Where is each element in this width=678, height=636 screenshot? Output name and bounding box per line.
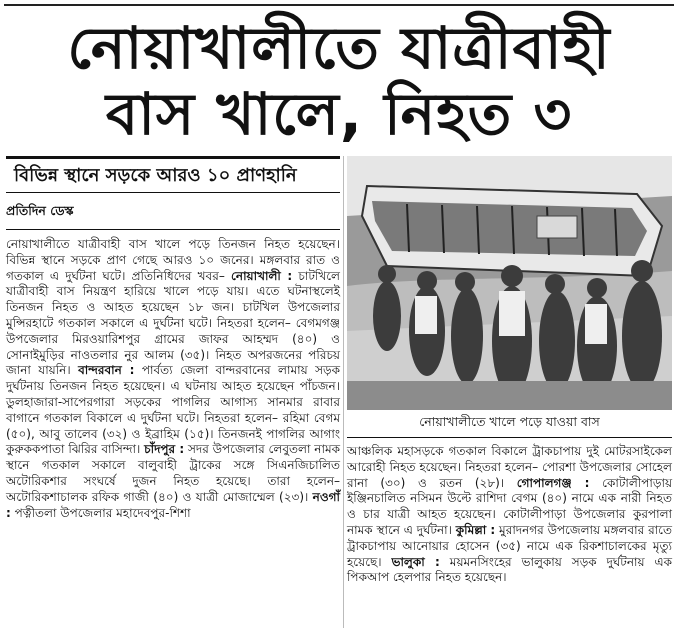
headline-line-1: নোয়াখালীতে যাত্রীবাহী — [67, 14, 611, 82]
body-text: সদর উপজেলার লেবুতলা নামক স্থানে গতকাল সকালে বালুবাহী ট্রাকের সঙ্গে সিএনজিচালিত অটোরিকশার সংঘর্ষে দুজন নিহত হয়েছে। তারা হলেন– অটোরিকশাচালক রফিক গাজী (৪০) ও যাত্রী মোজাম্মেল (২৩)। — [6, 442, 341, 504]
dateline-label: গোপালগঞ্জ : — [516, 475, 590, 490]
top-rule — [4, 4, 674, 6]
bus-in-canal-photo — [347, 156, 672, 410]
dateline-label: বান্দরবান : — [78, 363, 135, 378]
body-text: পত্নীতলা উপজেলার মহাদেবপুর-শিশা — [10, 505, 191, 520]
right-column — [347, 156, 672, 586]
dateline-label: নোয়াখালী : — [231, 268, 293, 283]
body-text: চাটখিলে যাত্রীবাহী বাস নিয়ন্ত্রণ হারিয়ে খালে পড়ে যায়। এতে ঘটনাস্থলেই তিনজন নিহত ও আহত হয়েছেন ১৮ জন। চাটখিল উপজেলার মুন্সিরহাটে গতকাল সকালে এ দুর্ঘটনা ঘটে। নিহতরা হলেন– বেগমগঞ্জ উপজেলার মিরওয়ারিশপুর গ্রামের জাফর আহম্মদ (৪০) ও সোনাইমুড়ির নাওতলার নুর আলম (৩৫)। নিহত অপরজনের পরিচয় জানা যায়নি। — [6, 268, 340, 378]
subheadline: বিভিন্ন স্থানে সড়কে আরও ১০ প্রাণহানি — [6, 156, 340, 193]
photo-caption: নোয়াখালীতে খালে পড়ে যাওয়া বাস — [419, 414, 600, 429]
body-text: নোয়াখালীতে যাত্রীবাহী বাস খালে পড়ে তিনজন নিহত হয়েছেন। বিভিন্ন স্থানে সড়কে প্রাণ গেছে আরও ১০ জনের। মঙ্গলবার রাত ও গতকাল এ দুর্ঘটনা ঘটে। প্রতিনিধিদের খবর– — [6, 237, 340, 283]
left-column — [6, 156, 340, 521]
byline-rule — [6, 229, 340, 230]
body-text: আঞ্চলিক মহাসড়কে গতকাল বিকালে ট্রাকচাপায় দুই মোটরসাইকেল আরোহী নিহত হয়েছেন। নিহতরা হলেন– পোরশা উপজেলার সোহেল রানা (৩০) ও রতন (২৮)। — [347, 444, 672, 490]
dateline-label: কুমিল্লা : — [455, 522, 496, 537]
bus-shape — [362, 186, 662, 276]
dateline-label: ভালুকা : — [391, 554, 440, 569]
article-body-left — [6, 237, 340, 521]
body-text: পার্বত্য জেলা বান্দরবানের লামায় সড়ক দুর্ঘটনায় তিনজন নিহত হয়েছেন। এ ঘটনায় আহত হয়েছেন পাঁচজন। ডুলহাজারা-সাপেরগারা সড়কের পাগলির আগাস্য সানমার রাবার বাগানে গতকাল বিকালে এ দুর্ঘটনা ঘটে। নিহতরা হলেন– রহিমা বেগম (৫০), আবু তালেব (৩২) ও ইব্রাহিম (১৫)। তিনজনই পাগলির আগাং কুরুককপাতা ঝিরির বাসিন্দা। — [6, 363, 341, 457]
column-separator — [343, 156, 344, 628]
body-text: কোটালীপাড়ায় ইঞ্জিনচালিত নসিমন উল্টে রাশিদা বেগম (৪০) নামে এক নারী নিহত ও চার যাত্রী আহত হয়েছেন। কোটালীপাড়া উপজেলার কুরপালা নামক স্থানে এ দুর্ঘটনা। — [347, 475, 673, 537]
news-photo — [347, 156, 672, 410]
dateline-label: নওগাঁ : — [6, 489, 340, 520]
body-text: মুরাদনগর উপজেলায় মঙ্গলবার রাতে ট্রাকচাপায় আনোয়ার হোসেন (৩৫) নামে এক রিকশাচালকের মৃত্যু হয়েছে। — [347, 522, 672, 569]
article-body-right — [347, 444, 672, 586]
byline: প্রতিদিন ডেস্ক — [6, 203, 74, 218]
caption-rule — [347, 437, 672, 438]
body-text: ময়মনসিংহের ভালুকায় সড়ক দুর্ঘটনায় এক পিকআপ হেলপার নিহত হয়েছেন। — [347, 554, 672, 585]
headline-line-2: বাস খালে, নিহত ৩ — [105, 80, 573, 148]
dateline-label: চাঁদপুর : — [144, 442, 185, 457]
